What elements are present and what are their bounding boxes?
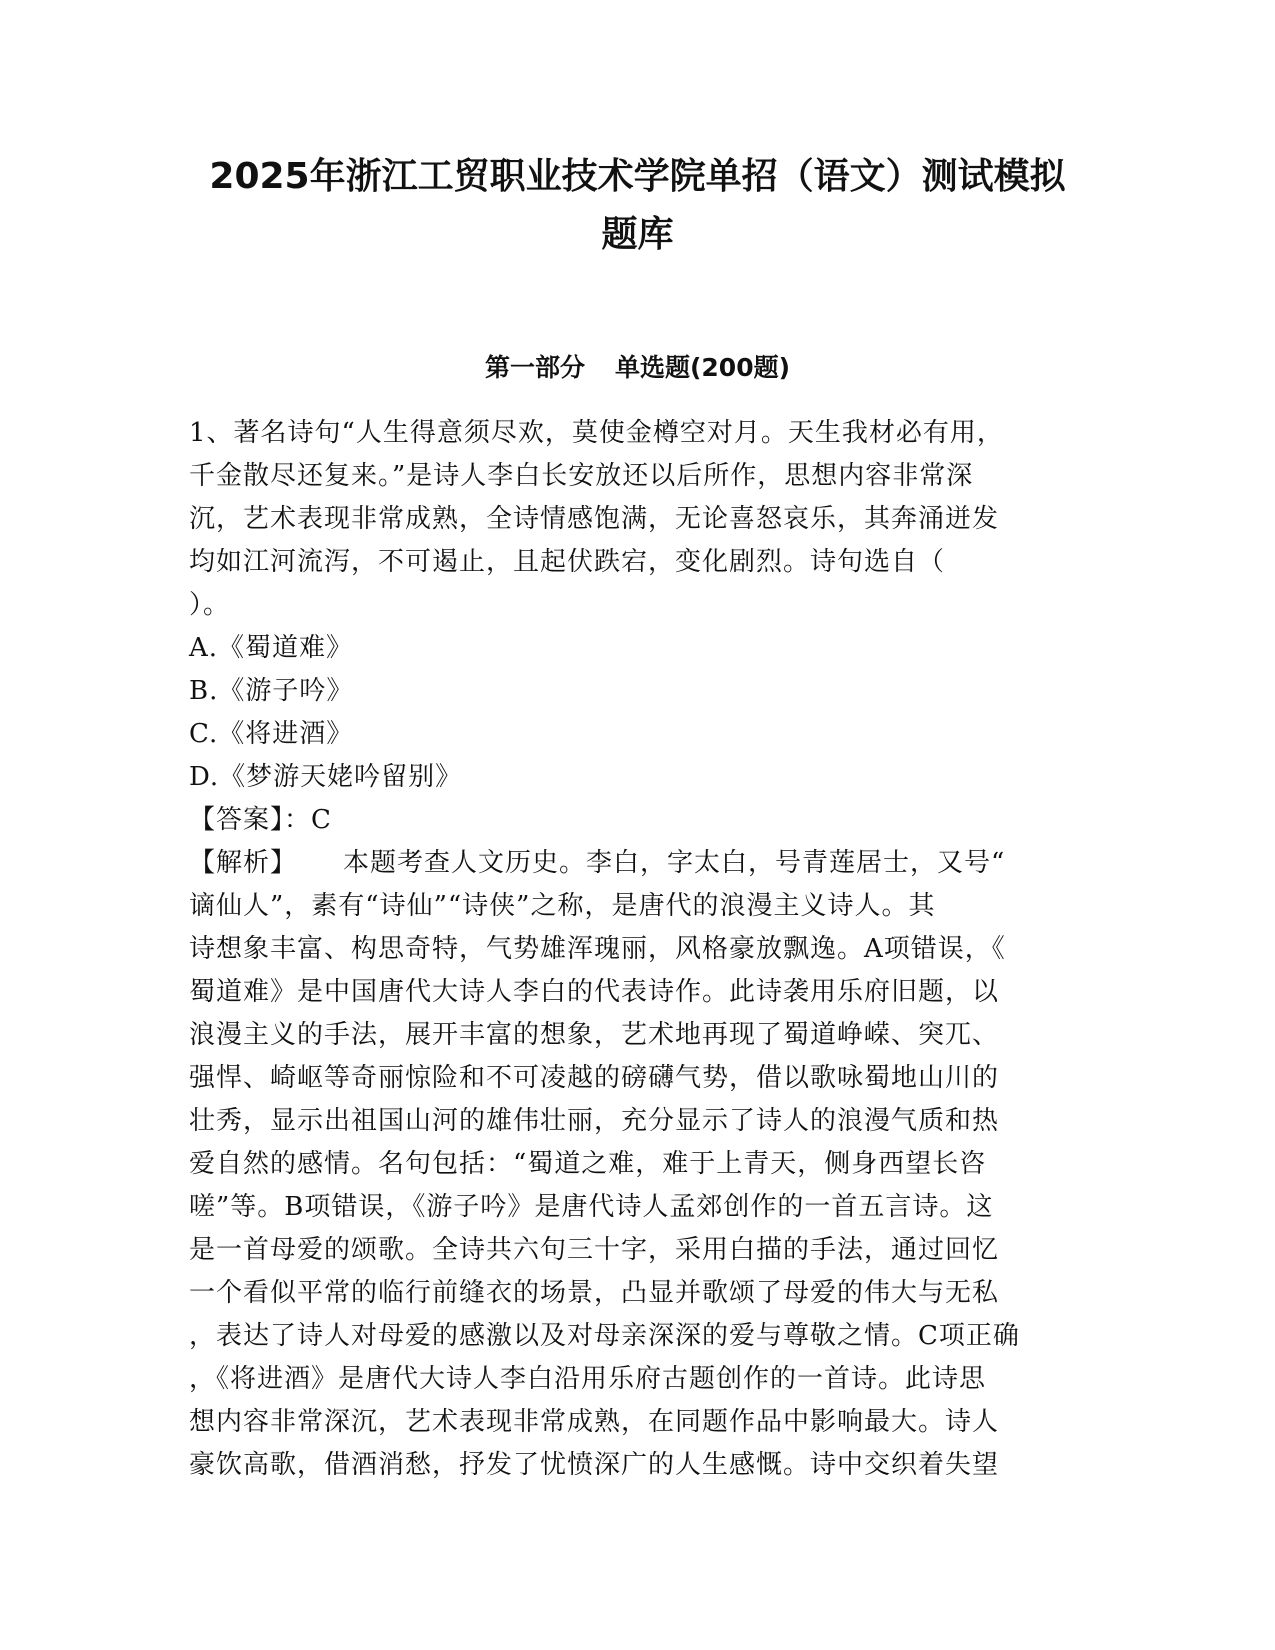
option-d: D.《梦游天姥吟留别》: [189, 762, 463, 792]
analysis-line: 豪饮高歌，借酒消愁，抒发了忧愤深广的人生感慨。诗中交织着失望: [189, 1450, 1000, 1480]
analysis-line: 爱自然的感情。名句包括：“蜀道之难，难于上青天，侧身西望长咨: [189, 1149, 987, 1179]
analysis: [189, 842, 1079, 1487]
question-stem: [189, 412, 1079, 627]
answer-line: [189, 799, 1079, 842]
stem-line: 千金散尽还复来。”是诗人李白长安放还以后所作，思想内容非常深: [189, 461, 974, 491]
analysis-line: ，《将进酒》是唐代大诗人李白沿用乐府古题创作的一首诗。此诗思: [189, 1364, 987, 1394]
stem-line: ）。: [189, 590, 231, 620]
analysis-line: 蜀道难》是中国唐代大诗人李白的代表诗作。此诗袭用乐府旧题，以: [189, 977, 1000, 1007]
analysis-line: 壮秀，显示出祖国山河的雄伟壮丽，充分显示了诗人的浪漫气质和热: [189, 1106, 1000, 1136]
question-block: [189, 412, 1079, 1487]
section-name: 单选题(200题): [614, 353, 791, 382]
analysis-line: ，表达了诗人对母爱的感激以及对母亲深深的爱与尊敬之情。C项正确: [189, 1321, 1020, 1351]
option-c: C.《将进酒》: [189, 719, 354, 749]
option-list: [189, 627, 1079, 799]
stem-line: 均如江河流泻，不可遏止，且起伏跌宕，变化剧烈。诗句选自（: [189, 547, 946, 577]
analysis-text: 本题考查人文历史。李白，字太白，号青莲居士，又号“: [343, 848, 1006, 878]
section-part: 第一部分: [484, 353, 585, 382]
document-title: [150, 148, 1125, 264]
stem-line: 1、著名诗句“人生得意须尽欢，莫使金樽空对月。天生我材必有用，: [189, 418, 1004, 448]
analysis-line: 想内容非常深沉，艺术表现非常成熟，在同题作品中影响最大。诗人: [189, 1407, 1000, 1437]
analysis-line: 一个看似平常的临行前缝衣的场景，凸显并歌颂了母爱的伟大与无私: [189, 1278, 1000, 1308]
analysis-line: 是一首母爱的颂歌。全诗共六句三十字，采用白描的手法，通过回忆: [189, 1235, 1000, 1265]
title-line: 题库: [601, 214, 674, 255]
analysis-label: 【解析】: [189, 848, 298, 878]
title-line: 2025年浙江工贸职业技术学院单招（语文）测试模拟: [209, 156, 1066, 197]
analysis-line: 嗟”等。B项错误，《游子吟》是唐代诗人孟郊创作的一首五言诗。这: [189, 1192, 994, 1222]
analysis-line: 强悍、崎岖等奇丽惊险和不可凌越的磅礴气势，借以歌咏蜀地山川的: [189, 1063, 1000, 1093]
section-heading: [150, 350, 1125, 386]
analysis-line: 诗想象丰富、构思奇特，气势雄浑瑰丽，风格豪放飘逸。A项错误，《: [189, 934, 1006, 964]
analysis-line: 浪漫主义的手法，展开丰富的想象，艺术地再现了蜀道峥嵘、突兀、: [189, 1020, 1000, 1050]
answer-label: 【答案】: [189, 805, 285, 835]
option-b: B.《游子吟》: [189, 676, 354, 706]
option-a: A.《蜀道难》: [189, 633, 354, 663]
analysis-line: [189, 842, 1079, 885]
answer-value: ：C: [284, 805, 332, 835]
analysis-line: 谪仙人”，素有“诗仙”“诗侠”之称，是唐代的浪漫主义诗人。其: [189, 891, 936, 921]
stem-line: 沉，艺术表现非常成熟，全诗情感饱满，无论喜怒哀乐，其奔涌迸发: [189, 504, 1000, 534]
